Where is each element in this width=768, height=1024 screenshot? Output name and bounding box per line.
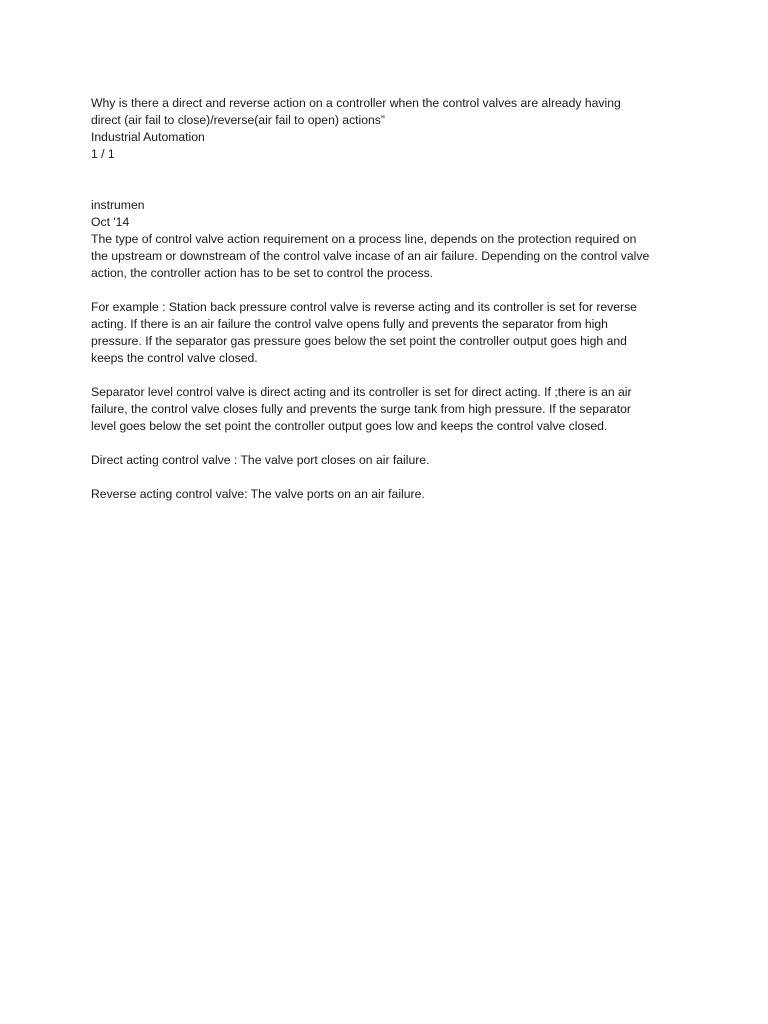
paragraph-line: Reverse acting control valve: The valve ports on an air failure. xyxy=(91,487,425,501)
question-line: Why is there a direct and reverse action on a controller when the control valves are already having xyxy=(91,96,621,110)
paragraph-line: acting. If there is an air failure the control valve opens fully and prevents the separator from high xyxy=(91,317,608,331)
paragraph-line: keeps the control valve closed. xyxy=(91,351,258,365)
answer-author: instrumen xyxy=(91,198,145,212)
question-text xyxy=(91,95,691,129)
paragraph-line: action, the controller action has to be set to control the process. xyxy=(91,266,434,280)
category-label: Industrial Automation xyxy=(91,130,205,144)
pager-text: 1 / 1 xyxy=(91,147,115,161)
answer-paragraph xyxy=(91,452,691,469)
answer-date: Oct '14 xyxy=(91,215,130,229)
answer-paragraph xyxy=(91,299,691,367)
paragraph-line: Direct acting control valve : The valve port closes on air failure. xyxy=(91,453,430,467)
spacer xyxy=(91,163,691,197)
paragraph-line: failure, the control valve closes fully and prevents the surge tank from high pressure. If the separator xyxy=(91,402,631,416)
paragraph-line: For example : Station back pressure control valve is reverse acting and its controller is set for reverse xyxy=(91,300,637,314)
document-content xyxy=(91,95,691,503)
answer-paragraph xyxy=(91,384,691,435)
answer-paragraph xyxy=(91,231,691,282)
paragraph-line: the upstream or downstream of the control valve incase of an air failure. Depending on the control valve xyxy=(91,249,650,263)
paragraph-line: The type of control valve action requirement on a process line, depends on the protection required on xyxy=(91,232,637,246)
paragraph-line: Separator level control valve is direct acting and its controller is set for direct acting. If ;there is an air xyxy=(91,385,632,399)
question-line: direct (air fail to close)/reverse(air fail to open) actions” xyxy=(91,113,385,127)
paragraph-line: level goes below the set point the controller output goes low and keeps the control valve closed. xyxy=(91,419,608,433)
paragraph-line: pressure. If the separator gas pressure goes below the set point the controller output goes high and xyxy=(91,334,627,348)
answer-paragraph xyxy=(91,486,691,503)
